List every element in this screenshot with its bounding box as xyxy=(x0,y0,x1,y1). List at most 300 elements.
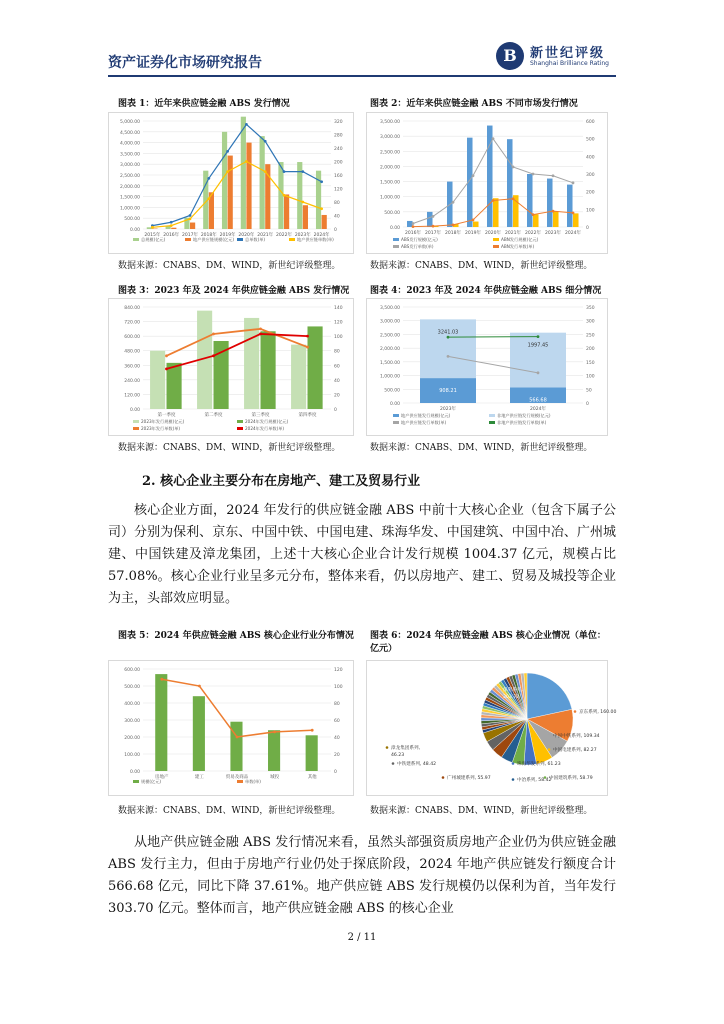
legend-label: 地产供应链发行规模(亿元) xyxy=(401,413,451,418)
y2-tick-label: 40 xyxy=(334,378,340,384)
y2-tick-label: 600 xyxy=(586,120,595,125)
legend-swatch xyxy=(289,238,295,241)
series-point xyxy=(207,177,210,180)
bar xyxy=(171,228,176,229)
pie-label-marker xyxy=(512,762,515,765)
y2-tick-label: 400 xyxy=(586,155,595,161)
legend-label: ABN发行规模(亿元) xyxy=(501,237,539,242)
bar xyxy=(230,722,242,771)
y-tick-label: 2,500.00 xyxy=(119,174,140,179)
bar xyxy=(322,215,327,229)
x-tick-label: 2017年 xyxy=(182,233,198,238)
pie-label: 303.70 xyxy=(503,695,520,700)
series-point xyxy=(320,180,323,183)
y2-tick-label: 80 xyxy=(334,201,340,206)
bar xyxy=(244,318,259,409)
legend-label: 2023年发行规模(亿元) xyxy=(141,419,185,424)
legend-swatch xyxy=(237,238,243,241)
x-tick-label: 2016年 xyxy=(163,233,180,238)
y2-tick-label: 60 xyxy=(334,364,340,370)
legend-label: 总单数(单) xyxy=(245,237,266,242)
y2-tick-label: 120 xyxy=(334,187,343,193)
series-point xyxy=(212,354,215,357)
legend-label: 地产供应链单数(单) xyxy=(297,237,334,242)
series-point xyxy=(552,210,555,213)
y-tick-label: 240.00 xyxy=(124,378,140,384)
chart-5-svg xyxy=(109,661,353,795)
series-point xyxy=(301,170,304,173)
y2-tick-label: 0 xyxy=(586,226,589,231)
figure-source: 数据来源：CNABS、DM、WIND，新世纪评级整理。 xyxy=(370,443,593,453)
series-point xyxy=(264,170,267,173)
page-number: 2 / 11 xyxy=(347,932,377,943)
series-point xyxy=(226,150,229,153)
legend-label: 2024年发行单数(单) xyxy=(245,426,285,431)
x-tick-label: 2016年 xyxy=(405,231,421,236)
y-tick-label: 0.00 xyxy=(129,770,140,775)
series-point xyxy=(512,166,515,169)
y-tick-label: 3,000.00 xyxy=(379,135,400,141)
y2-tick-label: 20 xyxy=(334,753,340,758)
series-point xyxy=(537,335,540,338)
paragraph-1 xyxy=(108,500,616,610)
legend-label: 总规模(亿元) xyxy=(141,237,166,242)
legend-swatch xyxy=(393,245,399,248)
bar xyxy=(303,205,308,229)
legend-swatch xyxy=(237,427,243,430)
y2-tick-label: 300 xyxy=(586,173,595,178)
legend-swatch xyxy=(489,421,495,424)
y2-tick-label: 200 xyxy=(586,190,595,196)
legend-swatch xyxy=(185,238,191,241)
series-point xyxy=(273,731,276,734)
pie-label: 漳龙集团系列, xyxy=(391,746,421,751)
legend-label: 地产供应链规模(亿元) xyxy=(193,237,234,242)
series-point xyxy=(189,217,192,220)
y-tick-label: 400.00 xyxy=(124,702,140,707)
bar xyxy=(284,194,289,229)
pie-label: 京东系列, 160.00 xyxy=(579,710,617,715)
legend-label: 非地产供应链发行规模(亿元) xyxy=(497,413,551,418)
x-tick-label: 2018年 xyxy=(445,231,461,236)
pie-label-marker xyxy=(574,710,577,713)
figure-2 xyxy=(370,98,606,111)
y-tick-label: 600.00 xyxy=(124,335,140,341)
chart-6-svg xyxy=(367,661,617,795)
series-point xyxy=(165,354,168,357)
series-point xyxy=(452,201,455,204)
chart-5 xyxy=(108,660,354,796)
pie-label-marker xyxy=(548,748,551,751)
series-point xyxy=(492,137,495,140)
series-point xyxy=(283,170,286,173)
y2-tick-label: 80 xyxy=(334,349,340,355)
legend-swatch xyxy=(393,238,399,241)
bar xyxy=(567,185,573,227)
series-point xyxy=(412,225,415,228)
figure-source: 数据来源：CNABS、DM、WIND，新世纪评级整理。 xyxy=(370,806,593,816)
pie-label: 广州城建系列, 55.97 xyxy=(447,776,491,781)
x-tick-label: 2018年 xyxy=(200,233,217,238)
x-tick-label: 第四季度 xyxy=(298,413,317,418)
bar xyxy=(507,139,513,227)
legend-swatch xyxy=(237,780,243,783)
x-tick-label: 2021年 xyxy=(505,231,521,236)
series-point xyxy=(283,194,286,197)
bar xyxy=(473,222,479,227)
y-tick-label: 4,000.00 xyxy=(119,141,140,147)
y-tick-label: 840.00 xyxy=(124,306,140,311)
y-tick-label: 2,000.00 xyxy=(379,165,400,171)
series-point xyxy=(306,346,309,349)
series-point xyxy=(259,333,262,336)
chart-2 xyxy=(366,112,608,254)
y2-tick-label: 40 xyxy=(334,736,340,741)
series-point xyxy=(306,335,309,338)
chart-6 xyxy=(366,660,617,796)
x-tick-label: 贸易及商品 xyxy=(225,775,249,780)
series-point xyxy=(170,224,173,227)
series-line xyxy=(167,329,308,356)
figure-caption: 图表 1：近年来供应链金融 ABS 发行情况 xyxy=(118,99,290,109)
y-tick-label: 3,000.00 xyxy=(119,163,140,169)
chart-1 xyxy=(108,112,354,254)
pie-label: 保利系列, xyxy=(503,688,523,693)
legend-label: 规模(亿元) xyxy=(141,779,162,784)
y-tick-label: 300.00 xyxy=(124,719,140,724)
figure-1 xyxy=(118,98,354,111)
figure-3 xyxy=(118,285,354,298)
bar-non-real-estate xyxy=(420,319,476,378)
y-tick-label: 500.00 xyxy=(124,685,140,690)
bar xyxy=(214,341,229,409)
y2-tick-label: 0 xyxy=(586,402,589,407)
figure-caption: 图表 3：2023 年及 2024 年供应链金融 ABS 发行情况 xyxy=(118,286,350,296)
pie-label: 中国中铁系列, 109.34 xyxy=(553,734,600,739)
series-point xyxy=(311,729,314,732)
legend-label: ABS发行规模(亿元) xyxy=(401,237,438,242)
legend-label: 地产供应链发行单数(单) xyxy=(401,420,447,425)
bar xyxy=(533,214,539,227)
bar xyxy=(306,735,318,771)
y-tick-label: 200.00 xyxy=(124,736,140,741)
y2-tick-label: 160 xyxy=(334,174,343,179)
x-tick-label: 2023年 xyxy=(440,407,456,412)
y-tick-label: 5,000.00 xyxy=(119,120,140,125)
y2-tick-label: 0 xyxy=(334,228,337,233)
x-tick-label: 2024年 xyxy=(313,233,330,238)
series-point xyxy=(264,140,267,143)
logo-mark-letter: B xyxy=(503,46,517,65)
series-point xyxy=(537,371,540,374)
y2-tick-label: 100 xyxy=(586,374,595,380)
series-point xyxy=(165,368,168,371)
series-point xyxy=(572,181,575,184)
y-tick-label: 1,500.00 xyxy=(379,360,400,366)
figure-source: 数据来源：CNABS、DM、WIND，新世纪评级整理。 xyxy=(118,806,341,816)
pie-label-marker xyxy=(512,778,515,781)
bar xyxy=(573,213,579,227)
series-line xyxy=(448,337,538,338)
pie-label: 中冶系列, 58.42 xyxy=(517,778,552,783)
series-point xyxy=(245,160,248,163)
series-point xyxy=(472,219,475,222)
bar xyxy=(553,211,559,227)
series-point xyxy=(207,197,210,200)
x-tick-label: 建工 xyxy=(194,775,204,780)
legend-swatch xyxy=(133,420,139,423)
bar xyxy=(291,345,306,409)
section-heading: 2. 核心企业主要分布在房地产、建工及贸易行业 xyxy=(142,474,421,489)
y-tick-label: 720.00 xyxy=(124,320,140,326)
pie-label: 中铁建系列, 48.42 xyxy=(397,762,437,767)
figure-5 xyxy=(118,630,358,643)
chart-3-svg xyxy=(109,299,353,435)
y-tick-label: 2,000.00 xyxy=(379,347,400,353)
y-tick-label: 1,500.00 xyxy=(379,180,400,186)
bar xyxy=(527,174,533,227)
y-tick-label: 360.00 xyxy=(124,364,140,370)
series-point xyxy=(151,226,154,229)
header-divider xyxy=(108,75,616,77)
x-tick-label: 房地产 xyxy=(155,775,169,780)
series-point xyxy=(432,225,435,228)
logo-chinese-name: 新世纪评级 xyxy=(530,46,606,61)
paragraph-text: 核心企业方面，2024 年发行的供应链金融 ABS 中前十大核心企业（包含下属子公司）分别为保利、京东、中国中铁、中国电建、珠海华发、中国建筑、中国中冶、广州城建、中国铁建及漳龙集团，上述十大核心企业合计发行规模 1004.37 亿元，规模占比 57.08%。核心企业行业呈多元分布，整体来看，仍以房地产、建工、贸易及城投等企业为主，头部效应明显。 xyxy=(108,503,616,606)
y-tick-label: 1,000.00 xyxy=(379,374,400,380)
series-point xyxy=(236,736,239,739)
bar xyxy=(167,363,182,409)
bar xyxy=(222,132,227,229)
legend-swatch xyxy=(493,238,499,241)
data-label: 908.21 xyxy=(439,388,457,395)
y-tick-label: 3,500.00 xyxy=(379,306,400,311)
legend-swatch xyxy=(393,421,399,424)
pie-label: 中国电建系列, 82.27 xyxy=(553,748,597,753)
figure-6 xyxy=(370,630,610,656)
y-tick-label: 4,500.00 xyxy=(119,130,140,136)
bar-non-real-estate xyxy=(510,333,566,388)
y-tick-label: 500.00 xyxy=(384,388,400,394)
y2-tick-label: 0 xyxy=(334,408,337,413)
bar xyxy=(228,156,233,229)
x-tick-label: 2017年 xyxy=(425,231,441,236)
chart-4-svg xyxy=(367,299,607,435)
series-point xyxy=(198,685,201,688)
series-point xyxy=(412,222,415,225)
figure-source: 数据来源：CNABS、DM、WIND，新世纪评级整理。 xyxy=(118,443,341,453)
y-tick-label: 1,500.00 xyxy=(119,195,140,201)
series-point xyxy=(189,214,192,217)
y2-tick-label: 120 xyxy=(334,668,343,673)
y-tick-label: 0.00 xyxy=(389,226,400,231)
paragraph-2 xyxy=(108,832,616,920)
y-tick-label: 2,500.00 xyxy=(379,150,400,156)
x-tick-label: 2019年 xyxy=(219,233,236,238)
y-tick-label: 2,500.00 xyxy=(379,333,400,339)
legend-swatch xyxy=(133,780,139,783)
logo-english-name: Shanghai Brilliance Rating xyxy=(530,60,609,67)
data-label: 3241.03 xyxy=(437,329,459,336)
y-tick-label: 2,000.00 xyxy=(119,184,140,190)
figure-caption: 图表 2：近年来供应链金融 ABS 不同市场发行情况 xyxy=(370,99,578,109)
y-tick-label: 0.00 xyxy=(129,228,140,233)
bar xyxy=(190,223,195,229)
legend-swatch xyxy=(133,427,139,430)
y2-tick-label: 40 xyxy=(334,214,340,220)
figure-4 xyxy=(370,285,606,298)
data-label: 1997.45 xyxy=(527,342,549,349)
y2-tick-label: 250 xyxy=(586,333,595,339)
pie-label: 中国建筑系列, 58.79 xyxy=(549,776,593,781)
x-tick-label: 第三季度 xyxy=(251,413,270,418)
y2-tick-label: 80 xyxy=(334,702,340,707)
pie-label-marker xyxy=(392,762,395,765)
y-tick-label: 3,000.00 xyxy=(379,319,400,325)
y2-tick-label: 50 xyxy=(586,388,592,394)
pie-label-marker xyxy=(442,776,445,779)
series-point xyxy=(472,174,475,177)
chart-3 xyxy=(108,298,354,436)
y-tick-label: 100.00 xyxy=(124,753,140,758)
x-tick-label: 2020年 xyxy=(238,233,255,238)
series-point xyxy=(320,207,323,210)
legend-label: 2024年发行规模(亿元) xyxy=(245,419,289,424)
y2-tick-label: 240 xyxy=(334,147,343,152)
figure-caption: 图表 6：2024 年供应链金融 ABS 核心企业情况（单位：亿元） xyxy=(370,631,606,654)
legend-swatch xyxy=(493,245,499,248)
bar xyxy=(261,331,276,409)
y-tick-label: 500.00 xyxy=(124,217,140,223)
series-point xyxy=(552,174,555,177)
chart-2-svg xyxy=(367,113,607,253)
legend-label: 单数(单) xyxy=(245,779,261,784)
chart-1-svg xyxy=(109,113,353,253)
figure-source: 数据来源：CNABS、DM、WIND，新世纪评级整理。 xyxy=(370,261,593,271)
x-tick-label: 2020年 xyxy=(485,231,501,236)
bar xyxy=(193,696,205,771)
bar xyxy=(155,674,167,771)
legend-swatch xyxy=(237,420,243,423)
data-label: 566.68 xyxy=(529,397,547,404)
pie-label: 46.23 xyxy=(391,753,405,758)
x-tick-label: 城投 xyxy=(270,775,280,780)
bar xyxy=(246,143,251,229)
series-point xyxy=(226,170,229,173)
legend-swatch xyxy=(393,414,399,417)
bar xyxy=(308,326,323,409)
y2-tick-label: 500 xyxy=(586,137,595,143)
page-header-title: 资产证券化市场研究报告 xyxy=(108,55,262,71)
legend-label: 非地产供应链发行单数(单) xyxy=(497,420,547,425)
y2-tick-label: 20 xyxy=(334,393,340,399)
x-tick-label: 2023年 xyxy=(294,233,311,238)
y2-tick-label: 200 xyxy=(334,160,343,166)
y2-tick-label: 320 xyxy=(334,120,343,125)
figure-source: 数据来源：CNABS、DM、WIND，新世纪评级整理。 xyxy=(118,261,341,271)
y2-tick-label: 350 xyxy=(586,306,595,311)
series-point xyxy=(532,213,535,216)
x-tick-label: 其他 xyxy=(307,775,317,780)
y2-tick-label: 150 xyxy=(586,360,595,366)
bar xyxy=(265,164,270,229)
legend-swatch xyxy=(133,238,139,241)
series-point xyxy=(492,199,495,202)
series-point xyxy=(212,333,215,336)
y-tick-label: 1,000.00 xyxy=(119,206,140,212)
bar xyxy=(547,179,553,227)
y2-tick-label: 120 xyxy=(334,320,343,326)
series-point xyxy=(301,201,304,204)
pie-label-marker xyxy=(548,734,551,737)
y2-tick-label: 140 xyxy=(334,306,343,311)
series-point xyxy=(447,355,450,358)
bar xyxy=(260,136,265,229)
x-tick-label: 2015年 xyxy=(144,233,161,238)
bar xyxy=(241,117,246,229)
y-tick-label: 600.00 xyxy=(124,668,140,673)
series-point xyxy=(512,197,515,200)
paragraph-text: 从地产供应链金融 ABS 发行情况来看，虽然头部强资质房地产企业仍为供应链金融 ABS 发行主力，但由于房地产行业仍处于探底阶段，2024 年地产供应链发行额度合计 566.68 亿元，同比下降 37.61%。地产供应链 ABS 发行规模仍以保利为首，当年发行 303.70 亿元。整体而言，地产供应链金融 ABS 的核心企业 xyxy=(108,835,616,916)
pie-label: 珠海华发系列, 61.23 xyxy=(517,762,561,767)
legend-swatch xyxy=(489,414,495,417)
y2-tick-label: 100 xyxy=(334,685,343,690)
series-point xyxy=(432,215,435,218)
y2-tick-label: 100 xyxy=(586,208,595,214)
y2-tick-label: 60 xyxy=(334,719,340,724)
series-point xyxy=(447,336,450,339)
y-tick-label: 3,500.00 xyxy=(119,152,140,158)
x-tick-label: 2024年 xyxy=(530,407,546,412)
x-tick-label: 2022年 xyxy=(525,231,541,236)
y-tick-label: 1,000.00 xyxy=(379,195,400,201)
series-point xyxy=(170,221,173,224)
y2-tick-label: 0 xyxy=(334,770,337,775)
y-tick-label: 0.00 xyxy=(129,408,140,413)
x-tick-label: 2019年 xyxy=(465,231,481,236)
y2-tick-label: 200 xyxy=(586,347,595,353)
y-tick-label: 480.00 xyxy=(124,349,140,355)
legend-label: ABS发行单数(单) xyxy=(401,244,434,249)
y2-tick-label: 300 xyxy=(586,319,595,325)
x-tick-label: 2022年 xyxy=(276,233,292,238)
y2-tick-label: 280 xyxy=(334,133,343,139)
logo-mark-icon xyxy=(496,42,524,70)
chart-4 xyxy=(366,298,608,436)
series-point xyxy=(160,678,163,681)
x-tick-label: 2021年 xyxy=(257,233,274,238)
x-tick-label: 2023年 xyxy=(545,231,561,236)
bar xyxy=(427,212,433,227)
series-point xyxy=(259,327,262,330)
legend-label: ABN发行单数(单) xyxy=(501,244,535,249)
series-point xyxy=(572,211,575,214)
x-tick-label: 第二季度 xyxy=(204,413,223,418)
bar xyxy=(407,221,413,227)
y-tick-label: 3,500.00 xyxy=(379,120,400,125)
logo xyxy=(496,40,616,74)
bar xyxy=(150,351,165,409)
y-tick-label: 500.00 xyxy=(384,210,400,216)
bar xyxy=(493,198,499,227)
bar xyxy=(268,730,280,771)
y2-tick-label: 100 xyxy=(334,335,343,341)
x-tick-label: 第一季度 xyxy=(157,413,176,418)
x-tick-label: 2024年 xyxy=(565,231,581,236)
legend-label: 2023年发行单数(单) xyxy=(141,426,181,431)
series-point xyxy=(532,173,535,176)
figure-caption: 图表 4：2023 年及 2024 年供应链金融 ABS 细分情况 xyxy=(370,286,602,296)
